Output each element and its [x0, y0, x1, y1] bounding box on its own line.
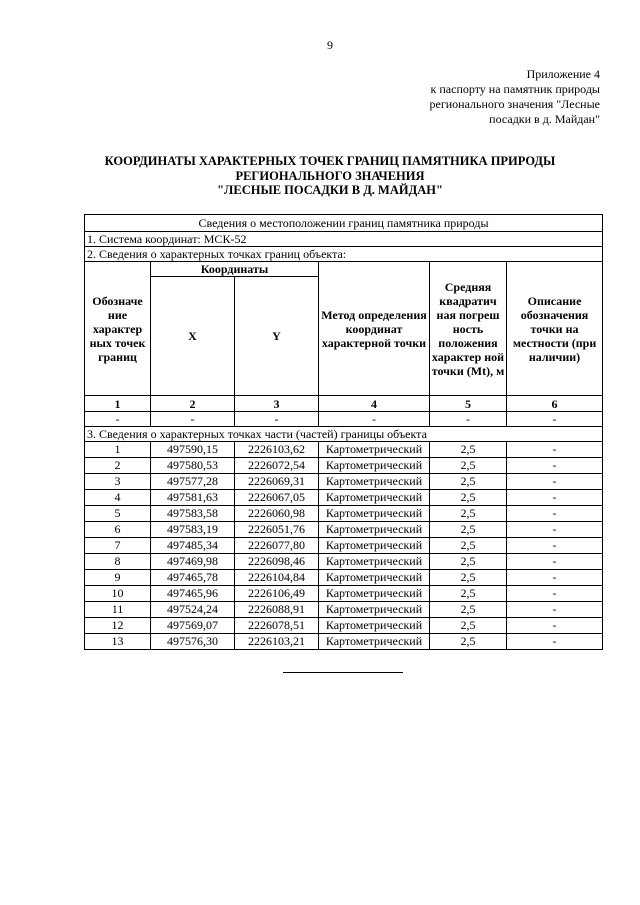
document-title: [60, 154, 600, 198]
cell-error: 2,5: [430, 474, 507, 490]
cell-point-number: 10: [85, 586, 151, 602]
cell-y: 2226106,49: [235, 586, 319, 602]
table-row: [85, 538, 603, 554]
cell-point-number: 13: [85, 634, 151, 650]
cell-x: 497469,98: [151, 554, 235, 570]
cell-method: Картометрический: [319, 554, 430, 570]
cell-point-number: 8: [85, 554, 151, 570]
cell-y: 2226088,91: [235, 602, 319, 618]
cell-x: 497583,19: [151, 522, 235, 538]
cell-y: 2226104,84: [235, 570, 319, 586]
table-row: [85, 442, 603, 458]
table-row: [85, 490, 603, 506]
page-number: 9: [327, 38, 333, 52]
cell-y: 2226077,80: [235, 538, 319, 554]
cell-point-number: 2: [85, 458, 151, 474]
cell-y: 2226103,21: [235, 634, 319, 650]
cell-method: Картометрический: [319, 506, 430, 522]
title-line: РЕГИОНАЛЬНОГО ЗНАЧЕНИЯ: [235, 168, 425, 183]
cell-error: 2,5: [430, 458, 507, 474]
cell-y: 2226067,05: [235, 490, 319, 506]
cell-error: 2,5: [430, 602, 507, 618]
empty-cell: -: [507, 412, 603, 427]
empty-cell: -: [235, 412, 319, 427]
cell-point-number: 1: [85, 442, 151, 458]
cell-y: 2226060,98: [235, 506, 319, 522]
column-number: 4: [319, 396, 430, 412]
table-row: [85, 586, 603, 602]
cell-method: Картометрический: [319, 602, 430, 618]
cell-x: 497577,28: [151, 474, 235, 490]
cell-description: -: [507, 634, 603, 650]
cell-point-number: 7: [85, 538, 151, 554]
cell-error: 2,5: [430, 554, 507, 570]
appendix-line: посадки в д. Майдан": [489, 112, 600, 126]
cell-error: 2,5: [430, 634, 507, 650]
cell-method: Картометрический: [319, 490, 430, 506]
coordinates-table: [84, 214, 603, 650]
column-number: 6: [507, 396, 603, 412]
cell-description: -: [507, 474, 603, 490]
table-row: [85, 602, 603, 618]
cell-x: 497524,24: [151, 602, 235, 618]
cell-point-number: 6: [85, 522, 151, 538]
empty-cell: -: [151, 412, 235, 427]
cell-x: 497580,53: [151, 458, 235, 474]
appendix-line: к паспорту на памятник природы: [430, 82, 600, 96]
cell-description: -: [507, 442, 603, 458]
cell-method: Картометрический: [319, 442, 430, 458]
title-line: КООРДИНАТЫ ХАРАКТЕРНЫХ ТОЧЕК ГРАНИЦ ПАМЯТНИКА ПРИРОДЫ: [104, 154, 556, 168]
cell-error: 2,5: [430, 538, 507, 554]
cell-method: Картометрический: [319, 458, 430, 474]
cell-method: Картометрический: [319, 586, 430, 602]
cell-description: -: [507, 602, 603, 618]
header-error: Средняя квадратич ная погреш ность положения характер ной точки (Mt), м: [430, 262, 507, 396]
cell-method: Картометрический: [319, 634, 430, 650]
table-row: [85, 506, 603, 522]
cell-error: 2,5: [430, 618, 507, 634]
cell-error: 2,5: [430, 506, 507, 522]
appendix-line: Приложение 4: [526, 67, 600, 81]
cell-description: -: [507, 458, 603, 474]
cell-point-number: 11: [85, 602, 151, 618]
header-designation: Обозначе ние характер ных точек границ: [85, 262, 151, 396]
section-coordinate-system: 1. Система координат: МСК-52: [85, 232, 603, 247]
cell-x: 497576,30: [151, 634, 235, 650]
cell-description: -: [507, 570, 603, 586]
header-coordinates: Координаты: [151, 262, 319, 277]
column-number: 5: [430, 396, 507, 412]
cell-description: -: [507, 554, 603, 570]
cell-description: -: [507, 506, 603, 522]
table-row: [85, 618, 603, 634]
header-x: X: [151, 277, 235, 396]
cell-method: Картометрический: [319, 618, 430, 634]
cell-y: 2226051,76: [235, 522, 319, 538]
cell-description: -: [507, 538, 603, 554]
cell-point-number: 12: [85, 618, 151, 634]
table-row: [85, 458, 603, 474]
column-number: 3: [235, 396, 319, 412]
cell-x: 497590,15: [151, 442, 235, 458]
table-row: [85, 554, 603, 570]
cell-error: 2,5: [430, 522, 507, 538]
cell-point-number: 5: [85, 506, 151, 522]
cell-x: 497581,63: [151, 490, 235, 506]
table-row: [85, 474, 603, 490]
cell-description: -: [507, 586, 603, 602]
appendix-line: регионального значения "Лесные: [429, 97, 600, 111]
cell-method: Картометрический: [319, 474, 430, 490]
section-boundary-points: 2. Сведения о характерных точках границ объекта:: [85, 247, 603, 262]
cell-error: 2,5: [430, 586, 507, 602]
cell-x: 497569,07: [151, 618, 235, 634]
cell-y: 2226098,46: [235, 554, 319, 570]
cell-x: 497583,58: [151, 506, 235, 522]
cell-point-number: 3: [85, 474, 151, 490]
end-rule: [283, 672, 403, 673]
header-description: Описание обозначения точки на местности (при наличии): [507, 262, 603, 396]
cell-point-number: 4: [85, 490, 151, 506]
cell-error: 2,5: [430, 490, 507, 506]
cell-y: 2226072,54: [235, 458, 319, 474]
section-part-points: 3. Сведения о характерных точках части (частей) границы объекта: [85, 427, 603, 442]
cell-method: Картометрический: [319, 570, 430, 586]
cell-error: 2,5: [430, 442, 507, 458]
empty-cell: -: [319, 412, 430, 427]
empty-cell: -: [85, 412, 151, 427]
table-caption: Сведения о местоположении границ памятника природы: [85, 215, 603, 232]
cell-point-number: 9: [85, 570, 151, 586]
cell-y: 2226078,51: [235, 618, 319, 634]
header-y: Y: [235, 277, 319, 396]
title-line: "ЛЕСНЫЕ ПОСАДКИ В Д. МАЙДАН": [217, 183, 443, 197]
points-rows: [85, 442, 603, 650]
column-number: 1: [85, 396, 151, 412]
table-row: [85, 522, 603, 538]
table-row: [85, 634, 603, 650]
cell-method: Картометрический: [319, 522, 430, 538]
cell-y: 2226103,62: [235, 442, 319, 458]
cell-description: -: [507, 618, 603, 634]
table-row: [85, 570, 603, 586]
header-method: Метод определения координат характерной точки: [319, 262, 430, 396]
cell-x: 497465,78: [151, 570, 235, 586]
appendix-note: [360, 67, 600, 127]
empty-cell: -: [430, 412, 507, 427]
cell-y: 2226069,31: [235, 474, 319, 490]
cell-method: Картометрический: [319, 538, 430, 554]
column-number: 2: [151, 396, 235, 412]
cell-x: 497465,96: [151, 586, 235, 602]
cell-description: -: [507, 522, 603, 538]
cell-description: -: [507, 490, 603, 506]
cell-x: 497485,34: [151, 538, 235, 554]
cell-error: 2,5: [430, 570, 507, 586]
